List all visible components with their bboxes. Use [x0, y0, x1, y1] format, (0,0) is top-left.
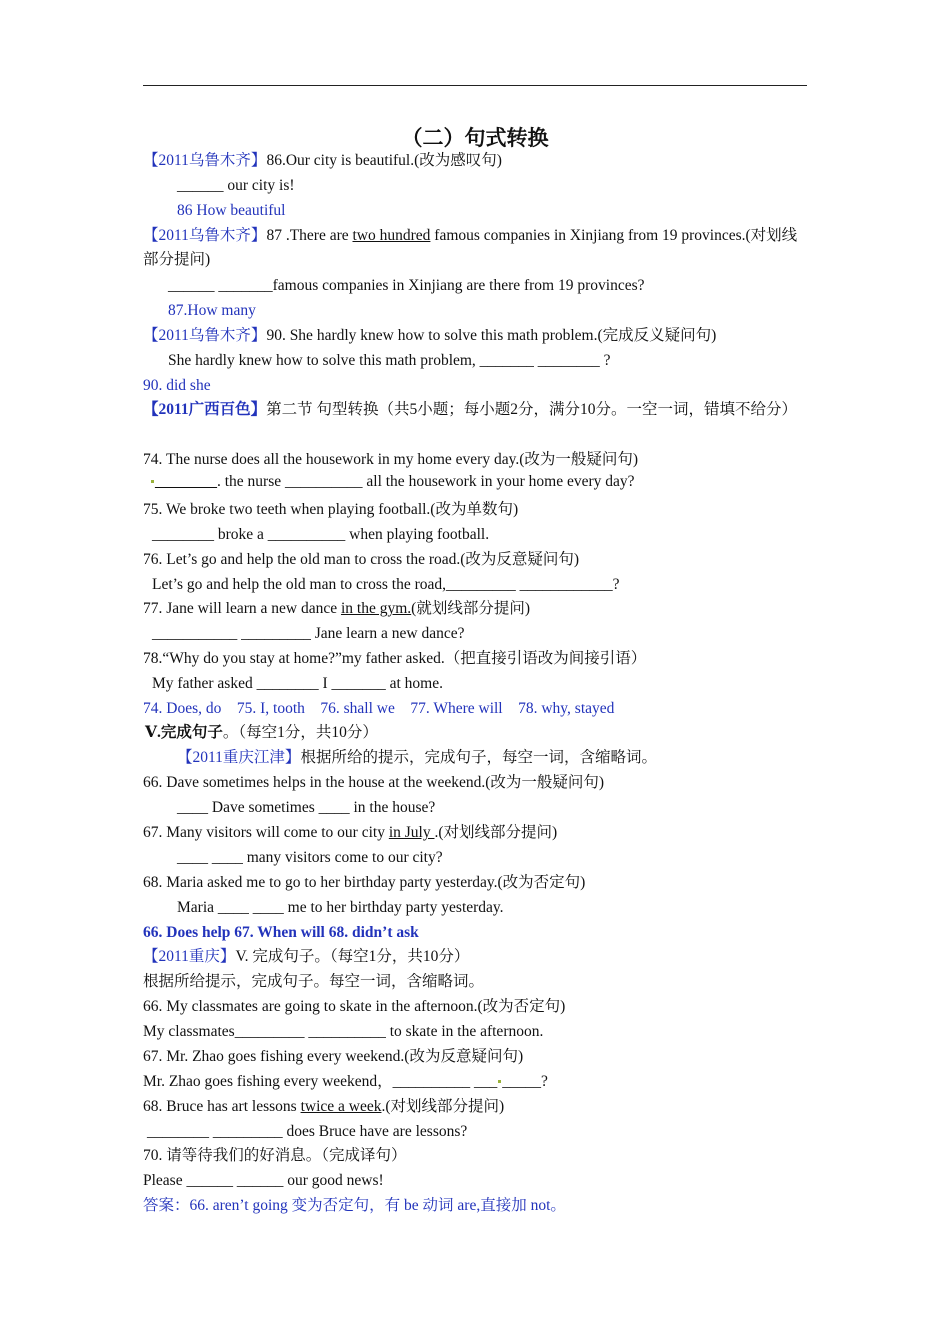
line-11 — [150, 470, 815, 494]
segment: 68. Maria asked me to go to her birthday party yesterday.(改为否定句) — [143, 874, 586, 891]
segment: 68. Bruce has art lessons — [143, 1098, 301, 1115]
segment: 第二节 句型转换（共5小题；每小题2分，满分10分。一空一词，错填不给分） — [266, 401, 798, 418]
line-1 — [177, 174, 842, 198]
segment: 75. We broke two teeth when playing football.(改为单数句) — [143, 501, 519, 518]
line-17 — [152, 622, 817, 646]
segment: 67. Many visitors will come to our city — [143, 824, 389, 841]
line-32 — [143, 995, 808, 1019]
segment: My classmates_________ __________ to skate in the afternoon. — [143, 1023, 544, 1040]
segment: 根据所给提示，完成句子。每空一词，含缩略词。 — [143, 973, 485, 990]
segment: 77. Jane will learn a new dance — [143, 600, 341, 617]
line-34 — [143, 1045, 808, 1069]
segment: ________ _________ does Bruce have are lessons? — [147, 1123, 468, 1140]
line-14 — [143, 548, 808, 572]
line-12 — [143, 498, 808, 522]
line-23 — [143, 771, 808, 795]
line-19 — [152, 672, 817, 696]
segment: 【2011乌鲁木齐】 — [143, 227, 267, 244]
segment: V. 完成句子。（每空1分，共10分） — [235, 948, 470, 965]
segment: 90. She hardly knew how to solve this math problem.(完成反义疑问句) — [266, 327, 717, 344]
segment: 。（每空1分，共10分） — [222, 724, 378, 741]
segment: 67. Mr. Zhao goes fishing every weekend.(改为反意疑问句) — [143, 1048, 524, 1065]
segment: ____ ____ many visitors come to our city? — [177, 849, 443, 866]
line-24 — [177, 796, 842, 820]
segment: famous companies in Xinjiang from 19 provinces.(对划线部分提问) — [143, 227, 798, 268]
segment: Mr. Zhao goes fishing every weekend，__________ ___ — [143, 1073, 498, 1090]
line-6 — [143, 324, 808, 348]
segment: 【2011重庆】 — [143, 948, 236, 965]
line-29 — [143, 921, 808, 945]
line-25 — [143, 821, 808, 845]
segment: ________ — [155, 473, 217, 490]
segment: 87.How many — [168, 302, 256, 319]
segment: 86 How beautiful — [177, 202, 286, 219]
segment: ____ Dave sometimes ____ in the house? — [177, 799, 436, 816]
segment: 76. Let’s go and help the old man to cross the road.(改为反意疑问句) — [143, 551, 580, 568]
line-39 — [143, 1169, 808, 1193]
segment: 78.“Why do you stay at home?”my father asked.（把直接引语改为间接引语） — [143, 650, 647, 667]
segment: 【2011重庆江津】 — [177, 749, 301, 766]
line-8 — [143, 374, 808, 398]
segment: 【2011乌鲁木齐】 — [143, 327, 267, 344]
line-21 — [145, 721, 810, 745]
segment: . the nurse __________ all the housework in your home every day? — [217, 473, 635, 490]
underlined-segment: twice a week — [300, 1098, 382, 1115]
underlined-segment: two hundred — [352, 227, 431, 244]
line-13 — [152, 523, 817, 547]
line-15 — [152, 573, 817, 597]
header-rule — [143, 85, 807, 86]
line-0 — [143, 149, 808, 173]
line-31 — [143, 970, 808, 994]
segment: 答案：66. aren’t going 变为否定句，有 be 动词 are,直接加 not。 — [143, 1197, 566, 1214]
segment: Maria ____ ____ me to her birthday party yesterday. — [177, 899, 504, 916]
bullet-mark — [498, 1080, 501, 1083]
segment: 86.Our city is beautiful.(改为感叹句) — [266, 152, 502, 169]
segment: 87 .There are — [266, 227, 353, 244]
line-40 — [143, 1194, 808, 1218]
segment: 74. Does, do 75. I, tooth 76. shall we 77. Where will 78. why, stayed — [143, 700, 615, 717]
segment: My father asked ________ I _______ at home. — [152, 675, 443, 692]
segment: .(对划线部分提问) — [381, 1098, 505, 1115]
segment: 66. Does help 67. When will 68. didn’t ask — [143, 924, 419, 941]
bullet-mark — [151, 480, 154, 483]
segment: ___________ _________ Jane learn a new dance? — [152, 625, 465, 642]
line-22 — [177, 746, 842, 770]
line-10 — [143, 448, 808, 472]
segment: 【2011广西百色】 — [143, 401, 267, 418]
line-28 — [177, 896, 842, 920]
line-7 — [168, 349, 833, 373]
segment: ________ broke a __________ when playing football. — [152, 526, 490, 543]
segment: Let’s go and help the old man to cross the road,_________ ____________? — [152, 576, 620, 593]
line-16 — [143, 597, 808, 621]
segment: ______ our city is! — [177, 177, 295, 194]
line-9 — [143, 398, 808, 422]
underlined-segment: in the gym. — [340, 600, 412, 617]
line-2 — [177, 199, 842, 223]
line-30 — [143, 945, 808, 969]
segment: 66. Dave sometimes helps in the house at the weekend.(改为一般疑问句) — [143, 774, 605, 791]
segment: _____? — [502, 1073, 548, 1090]
line-5 — [168, 299, 833, 323]
segment: Ⅴ.完成句子 — [145, 724, 223, 741]
segment: 66. My classmates are going to skate in the afternoon.(改为否定句) — [143, 998, 566, 1015]
line-37 — [147, 1120, 812, 1144]
line-33 — [143, 1020, 808, 1044]
segment: 根据所给的提示，完成句子，每空一词，含缩略词。 — [300, 749, 657, 766]
segment: (就划线部分提问) — [411, 600, 530, 617]
line-4 — [168, 274, 833, 298]
segment: 【2011乌鲁木齐】 — [143, 152, 267, 169]
segment: ______ _______famous companies in Xinjiang are there from 19 provinces? — [168, 277, 645, 294]
segment: Please ______ ______ our good news! — [143, 1172, 384, 1189]
page-title: （二）句式转换 — [401, 126, 549, 150]
line-35 — [143, 1070, 808, 1094]
underlined-segment: in July — [388, 824, 435, 841]
line-27 — [143, 871, 808, 895]
segment: 90. did she — [143, 377, 211, 394]
line-38 — [143, 1144, 808, 1168]
segment: 70. 请等待我们的好消息。（完成译句） — [143, 1147, 407, 1164]
segment: .(对划线部分提问) — [434, 824, 558, 841]
line-26 — [177, 846, 842, 870]
line-18 — [143, 647, 808, 671]
segment: She hardly knew how to solve this math problem, _______ ________ ? — [168, 352, 611, 369]
line-36 — [143, 1095, 808, 1119]
segment: 74. The nurse does all the housework in my home every day.(改为一般疑问句) — [143, 451, 639, 468]
line-20 — [143, 697, 808, 721]
line-3 — [143, 224, 808, 272]
